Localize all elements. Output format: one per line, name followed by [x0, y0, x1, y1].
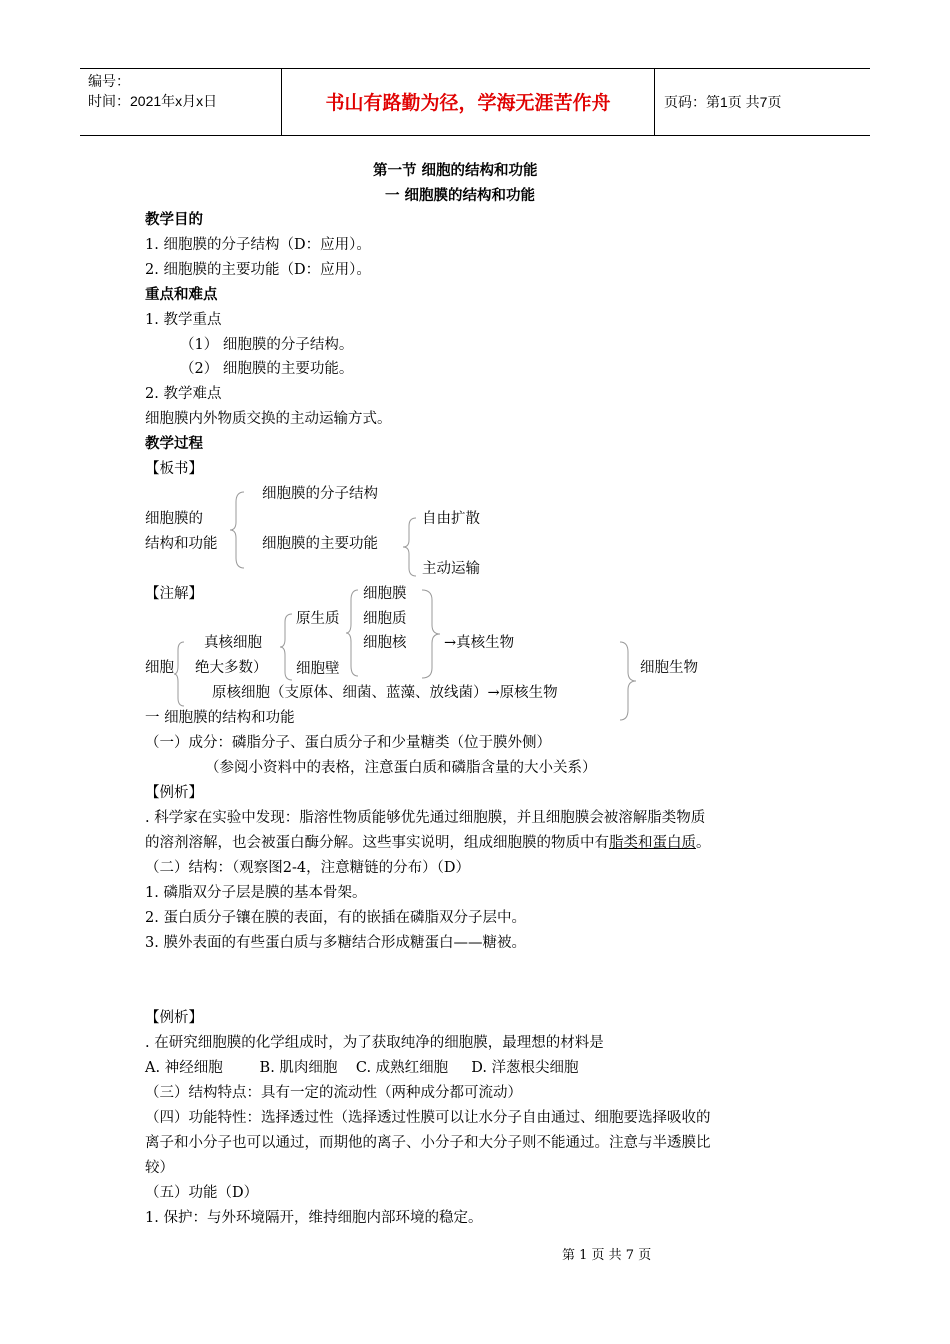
- process-heading: 教学过程: [145, 436, 203, 452]
- board-label: 【板书】: [145, 461, 203, 477]
- key-points-label: 1. 教学重点: [145, 312, 222, 328]
- example2-options: A. 神经细胞 B. 肌肉细胞 C. 成熟红细胞 D. 洋葱根尖细胞: [145, 1060, 579, 1076]
- header-number: 编号：: [88, 73, 130, 89]
- board-brace-2: [400, 516, 420, 578]
- objectives-heading: 教学目的: [145, 212, 203, 228]
- example1-answer: 脂类和蛋白质: [609, 835, 696, 851]
- example-label: 【例析】: [145, 785, 203, 801]
- note-membrane: 细胞膜: [363, 586, 407, 602]
- subsection-title: 一 细胞膜的结构和功能: [385, 188, 536, 204]
- function-item: 1. 保护：与外环境隔开，维持细胞内部环境的稳定。: [145, 1210, 483, 1226]
- section-title: 第一节 细胞的结构和功能: [373, 163, 538, 179]
- structure-heading: （二）结构：（观察图2-4，注意糖链的分布）（D）: [145, 860, 470, 876]
- structure-item: 1. 磷脂双分子层是膜的基本骨架。: [145, 885, 367, 901]
- composition-note: （参阅小资料中的表格，注意蛋白质和磷脂含量的大小关系）: [205, 760, 597, 776]
- header-divider-right: [654, 68, 655, 135]
- note-brace-right: [420, 588, 442, 680]
- header-time: 时间：2021年x月x日: [88, 93, 218, 109]
- property-line3: 较）: [145, 1160, 174, 1176]
- board-leaf2: 主动运输: [422, 561, 480, 577]
- board-branch2: 细胞膜的主要功能: [262, 536, 378, 552]
- difficult-points-label: 2. 教学难点: [145, 386, 222, 402]
- note-eukaryote-org: →真核生物: [444, 635, 515, 651]
- objective-item: 1. 细胞膜的分子结构（D：应用）。: [145, 237, 371, 253]
- key-point-item: （1） 细胞膜的分子结构。: [180, 337, 354, 353]
- structure-item: 3. 膜外表面的有些蛋白质与多糖结合形成糖蛋白——糖被。: [145, 935, 526, 951]
- board-branch1: 细胞膜的分子结构: [262, 486, 378, 502]
- function-heading: （五）功能（D）: [145, 1185, 259, 1201]
- board-root-line1: 细胞膜的: [145, 511, 203, 527]
- example1-text: 的溶剂溶解，也会被蛋白酶分解。这些事实说明，组成细胞膜的物质中有: [145, 835, 609, 851]
- note-brace-protoplasm: [344, 588, 360, 678]
- note-brace-cell: [172, 640, 186, 708]
- key-point-item: （2） 细胞膜的主要功能。: [180, 361, 354, 377]
- header-motto: 书山有路勤为径，学海无涯苦作舟: [325, 92, 611, 114]
- note-nucleus: 细胞核: [363, 635, 407, 651]
- header-page-info: 页码：第1页 共7页: [664, 94, 782, 110]
- part1-title: 一 细胞膜的结构和功能: [145, 710, 295, 726]
- header-meta: [88, 71, 217, 111]
- focus-heading: 重点和难点: [145, 287, 218, 303]
- property-line1: （四）功能特性：选择透过性（选择透过性膜可以让水分子自由通过、细胞要选择吸收的: [145, 1110, 711, 1126]
- board-brace-1: [228, 490, 248, 570]
- note-prokaryote: 原核细胞（支原体、细菌、蓝藻、放线菌）→原核生物: [212, 685, 558, 701]
- note-cell: 细胞: [145, 660, 174, 676]
- note-cell-wall: 细胞壁: [296, 661, 340, 677]
- example1-line2: [145, 832, 711, 854]
- note-majority: 绝大多数）: [195, 660, 268, 676]
- difficult-point-text: 细胞膜内外物质交换的主动运输方式。: [145, 411, 392, 427]
- structure-item: 2. 蛋白质分子镶在膜的表面，有的嵌插在磷脂双分子层中。: [145, 910, 526, 926]
- example1-end: 。: [696, 835, 711, 851]
- header-top-rule: [80, 68, 870, 69]
- note-brace-eukaryote: [278, 612, 294, 682]
- example2-label: 【例析】: [145, 1010, 203, 1026]
- board-leaf1: 自由扩散: [422, 511, 480, 527]
- example1-line1: . 科学家在实验中发现：脂溶性物质能够优先通过细胞膜，并且细胞膜会被溶解脂类物质: [145, 810, 706, 826]
- objective-item: 2. 细胞膜的主要功能（D：应用）。: [145, 262, 371, 278]
- note-organism: 细胞生物: [640, 660, 698, 676]
- note-brace-organism: [618, 640, 640, 722]
- header-bottom-rule: [80, 135, 870, 136]
- example2-question: . 在研究细胞膜的化学组成时，为了获取纯净的细胞膜，最理想的材料是: [145, 1035, 604, 1051]
- board-root-line2: 结构和功能: [145, 536, 218, 552]
- property-line2: 离子和小分子也可以通过，而期他的离子、小分子和大分子则不能通过。注意与半透膜比: [145, 1135, 711, 1151]
- composition-text: （一）成分：磷脂分子、蛋白质分子和少量糖类（位于膜外侧）: [145, 735, 551, 751]
- note-eukaryote: 真核细胞: [204, 635, 262, 651]
- note-cytoplasm: 细胞质: [363, 611, 407, 627]
- note-label: 【注解】: [145, 586, 203, 602]
- note-protoplasm: 原生质: [296, 611, 340, 627]
- page-footer: 第 1 页 共 7 页: [562, 1248, 652, 1263]
- feature-text: （三）结构特点：具有一定的流动性（两种成分都可流动）: [145, 1085, 522, 1101]
